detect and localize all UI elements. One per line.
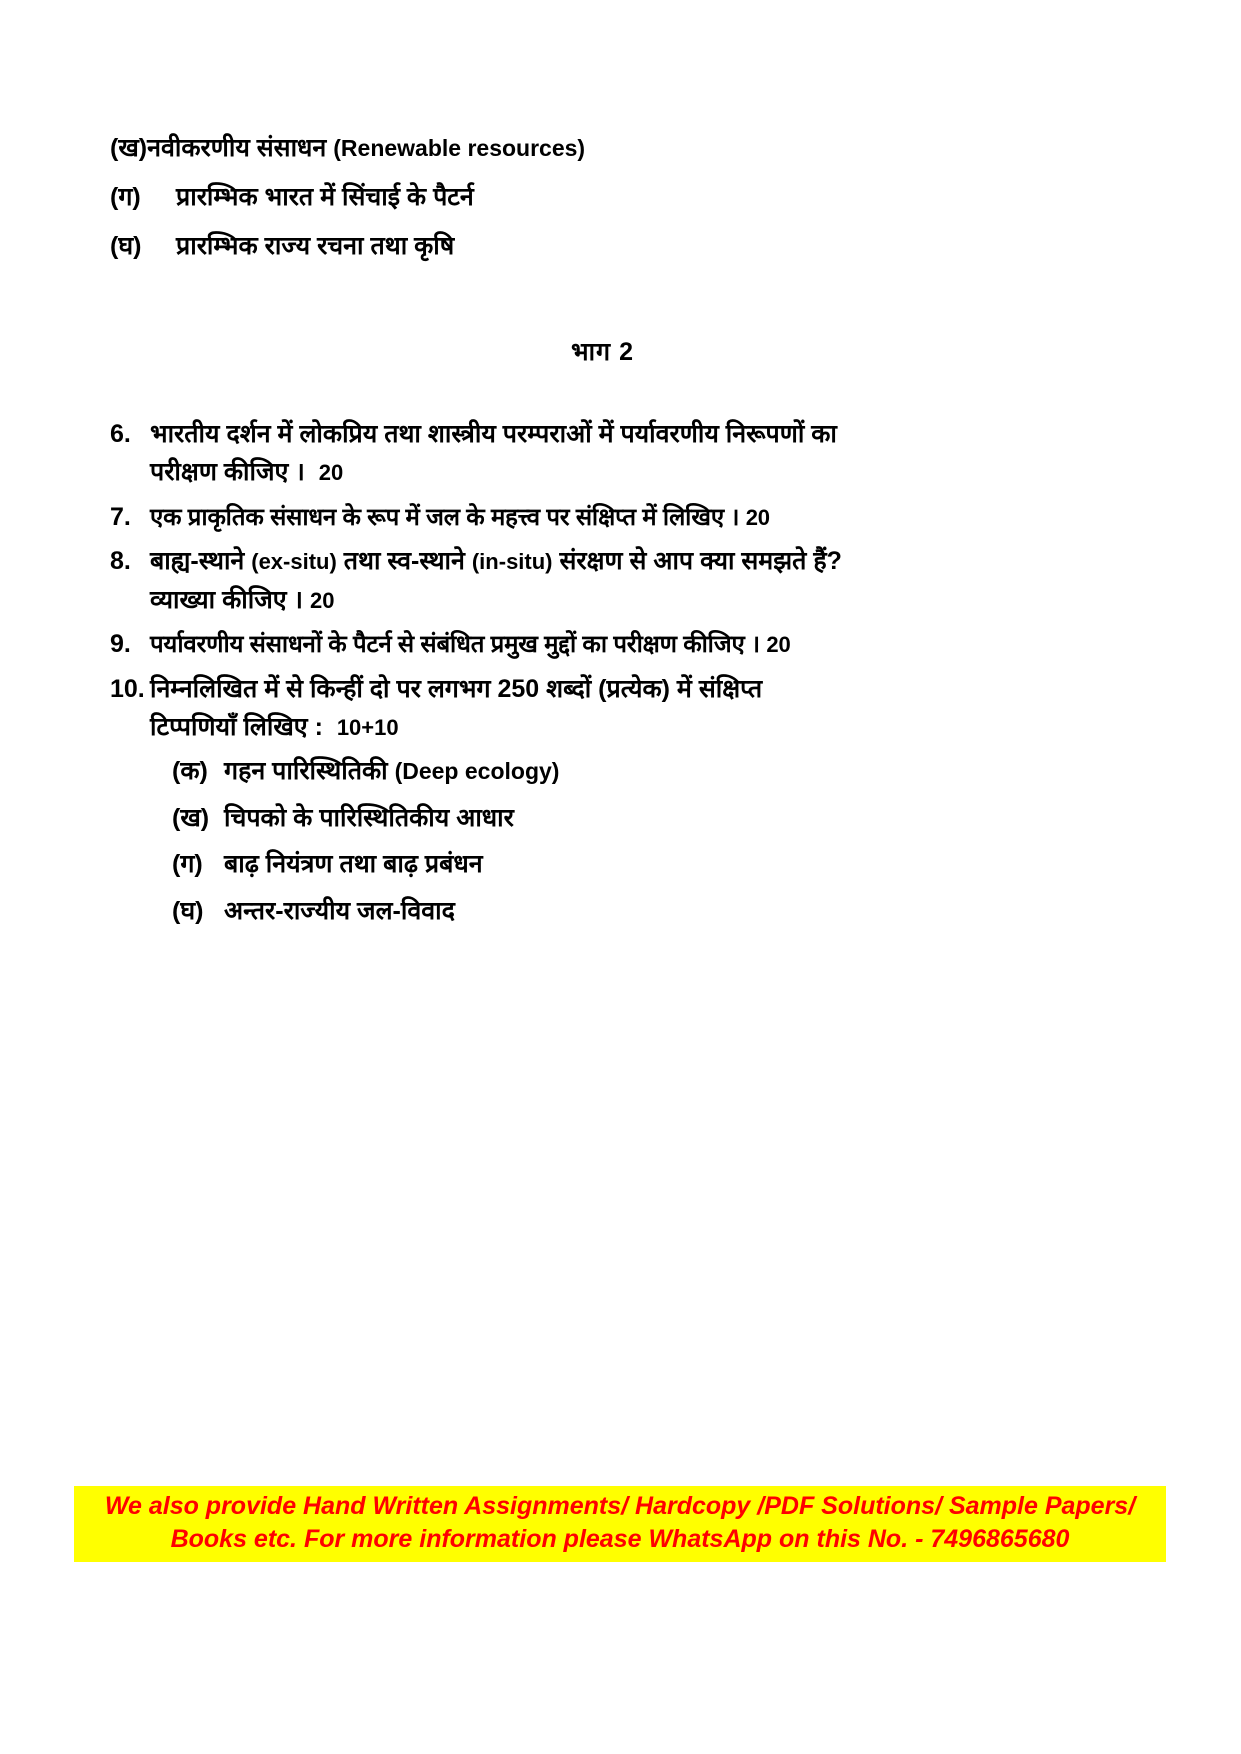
subitem-marker: (ख): [110, 134, 148, 162]
list-item: [172, 802, 1131, 835]
question-number: 10.: [110, 674, 145, 703]
question-marks: 20: [766, 631, 791, 657]
promo-line-2: Books etc. For more information please WhatsApp on this No. - 7496865680: [170, 1525, 1070, 1553]
subitem-marker: (घ): [172, 896, 204, 925]
question-marks: 20: [309, 587, 335, 613]
question-first-line: [110, 626, 1131, 663]
question-number: 8.: [110, 547, 131, 576]
question-item-8: [110, 543, 1131, 618]
question-number: 9.: [110, 629, 131, 658]
list-item: [172, 848, 1131, 881]
question-list: [110, 416, 1131, 927]
subitem-marker: (ग): [172, 850, 203, 879]
subitem-text: अन्तर-राज्यीय जल-विवाद: [224, 896, 455, 925]
question-10-subitem-list: [110, 755, 1131, 927]
section-heading: भाग 2: [571, 338, 634, 366]
subitem-text: बाढ़ नियंत्रण तथा बाढ़ प्रबंधन: [224, 850, 483, 879]
subitem-text: प्रारम्भिक भारत में सिंचाई के पैटर्न: [176, 183, 474, 211]
question-first-line: [110, 543, 1131, 579]
question-first-line: [110, 499, 1131, 536]
subitem-text: नवीकरणीय संसाधन (Renewable resources): [147, 134, 586, 162]
subitem-text: गहन पारिस्थितिकी (Deep ecology): [224, 757, 560, 786]
promo-line-1: We also provide Hand Written Assignments/ Hardcopy /PDF Solutions/ Sample Papers/: [104, 1492, 1136, 1520]
question-number: 6.: [110, 420, 131, 448]
list-item: [172, 755, 1131, 788]
question-marks: 10+10: [336, 714, 399, 740]
question-text: निम्नलिखित में से किन्हीं दो पर लगभग 250 शब्दों (प्रत्येक) में संक्षिप्त: [150, 674, 763, 703]
question-continuation-line: टिप्पणियाँ लिखिए : 10+10: [150, 712, 399, 741]
question-latin-term-ex-situ: (ex-situ): [251, 549, 337, 575]
subitem-latin-text: (Deep ecology): [394, 758, 560, 785]
subitem-marker: (घ): [110, 232, 142, 260]
list-item: [172, 895, 1131, 928]
question-item-7: [110, 499, 1131, 536]
promo-banner: [74, 1486, 1166, 1562]
subitem-marker: (ख): [172, 803, 210, 832]
question-text: एक प्राकृतिक संसाधन के रूप में जल के महत्त्व पर संक्षिप्त में लिखिए । 20: [150, 503, 770, 531]
question-marks: 20: [745, 504, 770, 530]
question-first-line: [110, 416, 1131, 452]
question-continuation-line: व्याख्या कीजिए । 20: [150, 585, 335, 614]
question-latin-term-in-situ: (in-situ): [471, 549, 553, 575]
question-text: भारतीय दर्शन में लोकप्रिय तथा शास्त्रीय परम्पराओं में पर्यावरणीय निरूपणों का: [150, 420, 837, 448]
top-subitem-list: [110, 132, 1131, 262]
question-continuation-line: परीक्षण कीजिए । 20: [150, 458, 344, 487]
subitem-text: प्रारम्भिक राज्य रचना तथा कृषि: [176, 232, 455, 260]
list-item: [110, 181, 1131, 213]
list-item: [110, 230, 1131, 262]
subitem-marker: (क): [172, 757, 208, 786]
question-first-line: [110, 671, 1131, 707]
question-item-9: [110, 626, 1131, 663]
question-text: पर्यावरणीय संसाधनों के पैटर्न से संबंधित प्रमुख मुद्दों का परीक्षण कीजिए । 20: [150, 630, 791, 658]
list-item: [110, 132, 1131, 164]
subitem-latin-text: (Renewable resources): [333, 135, 586, 161]
question-text: बाह्य-स्थाने (ex-situ) तथा स्व-स्थाने (in-situ) संरक्षण से आप क्या समझते हैं?: [150, 547, 842, 576]
question-number: 7.: [110, 502, 131, 531]
subitem-text: चिपको के पारिस्थितिकीय आधार: [224, 803, 514, 832]
question-item-6: [110, 416, 1131, 491]
question-item-10: [110, 671, 1131, 928]
subitem-marker: (ग): [110, 183, 141, 211]
question-marks: 20: [318, 460, 344, 486]
